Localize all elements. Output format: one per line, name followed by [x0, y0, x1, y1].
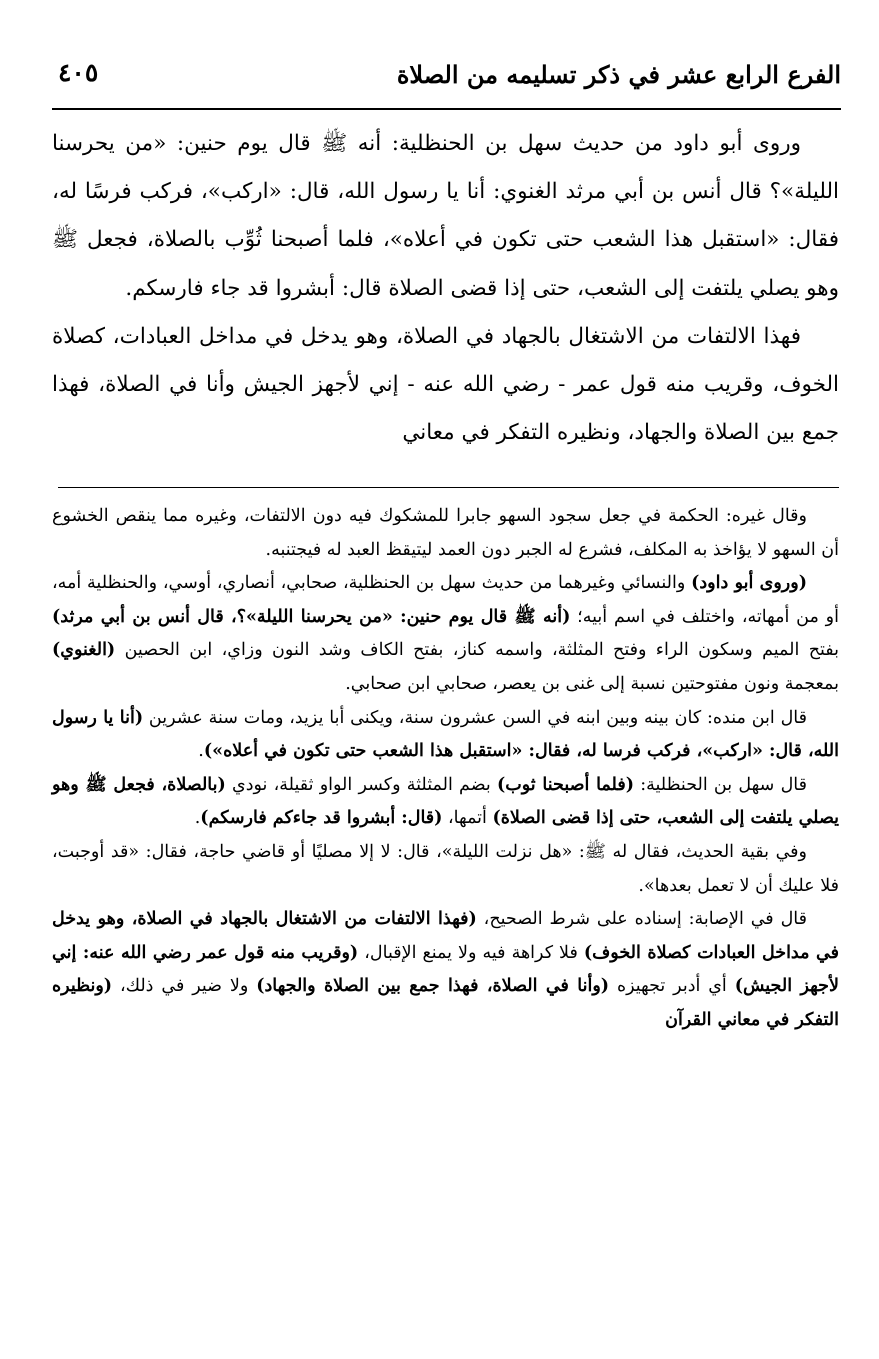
quoted-text: (فهذا الالتفات من الاشتغال بالجهاد في الصلاة، وهو يدخل في مداخل العبادات كصلاة الخوف) [52, 909, 840, 963]
quoted-text: (وقريب منه قول عمر رضي الله عنه: إني لأجهز الجيش) [52, 942, 839, 997]
quoted-text: (بالصلاة، فجعل ﷺ وهو يصلي يلتفت إلى الشعب، حتى إذا قضى الصلاة) [52, 774, 839, 829]
explanation-text: والنسائي وغيرهما من حديث سهل بن الحنظلية، صحابي، أنصاري، أوسي، والحنظلية أمه، أو من أمهاته، واختلف في اسم أبيه؛ [52, 573, 839, 627]
quoted-text: (ونظيره التفكر في معاني القرآن [52, 976, 839, 1030]
explanation-text: أتمها، [442, 808, 493, 829]
explanation-text: بضم المثلثة وكسر الواو ثقيلة، نودي [225, 774, 497, 795]
quoted-text: (وأنا في الصلاة، فهذا جمع بين الصلاة والجهاد) [256, 976, 610, 997]
explanation-text: . [194, 808, 201, 829]
main-text [52, 120, 839, 457]
explanation-text: بمعجمة ونون مفتوحتين نسبة إلى غنى بن يعصر، صحابي ابن صحابي. [345, 673, 839, 694]
explanation-text: ولا ضير في ذلك، [112, 976, 257, 997]
quoted-text: (أنا يا رسول الله، قال: «اركب»، فركب فرسا له، فقال: «استقبل هذا الشعب حتى تكون في أعلاه») [52, 707, 839, 762]
page-number: ٤٠٥ [58, 58, 99, 87]
commentary-paragraph: وقال غيره: الحكمة في جعل سجود السهو جابرا للمشكوك فيه دون الالتفات، وغيره مما ينقص الخشوع أن السهو لا يؤاخذ به المكلف، فشرع له الجبر دون العمد ليتيقظ العبد له فيجتنبه. [52, 506, 839, 560]
page-header [52, 58, 841, 110]
explanation-text: فلا كراهة فيه ولا يمنع الإقبال، [358, 942, 584, 963]
main-paragraph: وروى أبو داود من حديث سهل بن الحنظلية: أنه ﷺ قال يوم حنين: «من يحرسنا الليلة»؟ قال أنس بن أبي مرثد الغنوي: أنا يا رسول الله، قال: «اركب»، فركب فرسًا له، فقال: «استقبل هذا الشعب حتى تكون في أعلاه»، فلما أصبحنا ثُوِّب بالصلاة، فجعل ﷺ وهو يصلي يلتفت إلى الشعب، حتى إذا قضى الصلاة قال: أبشروا قد جاء فارسكم. [52, 131, 839, 301]
running-title: الفرع الرابع عشر في ذكر تسليمه من الصلاة [396, 60, 841, 89]
quoted-text: (الغنوي) [52, 640, 116, 661]
main-paragraph: فهذا الالتفات من الاشتغال بالجهاد في الصلاة، وهو يدخل في مداخل العبادات، كصلاة الخوف، وقريب منه قول عمر - رضي الله عنه - إني لأجهز الجيش وأنا في الصلاة، فهذا جمع بين الصلاة والجهاد، ونظيره التفكر في معاني [52, 323, 839, 446]
quoted-text: (وروى أبو داود) [691, 573, 807, 594]
commentary-paragraph [52, 567, 839, 701]
quoted-text: (قال: أبشروا قد جاءكم فارسكم) [200, 808, 443, 829]
commentary-paragraph [52, 903, 839, 1037]
explanation-text: . [198, 741, 204, 762]
explanation-text: بفتح الميم وسكون الراء وفتح المثلثة، واسمه كناز، بفتح الكاف وشد النون وزاي، ابن الحصين [115, 640, 839, 661]
explanation-text: قال في الإصابة: إسناده على شرط الصحيح، [476, 909, 807, 930]
commentary-paragraph: وفي بقية الحديث، فقال له ﷺ: «هل نزلت الليلة»، قال: لا إلا مصليًا أو قاضي حاجة، فقال: «قد أوجبت، فلا عليك أن لا تعمل بعدها». [52, 841, 839, 896]
quoted-text: (أنه ﷺ قال يوم حنين: «من يحرسنا الليلة»؟، قال أنس بن أبي مرثد) [52, 606, 571, 627]
explanation-text: أي أدبر تجهيزه [609, 976, 735, 997]
commentary [52, 500, 839, 1038]
explanation-text: قال سهل بن الحنظلية: [633, 774, 807, 795]
commentary-paragraph [52, 702, 839, 769]
explanation-text: قال ابن منده: كان بينه وبين ابنه في السن عشرون سنة، ويكنى أبا يزيد، ومات سنة عشرين [143, 707, 807, 728]
commentary-paragraph [52, 769, 839, 836]
text-divider [58, 487, 839, 488]
quoted-text: (فلما أصبحنا ثوب) [496, 774, 634, 795]
